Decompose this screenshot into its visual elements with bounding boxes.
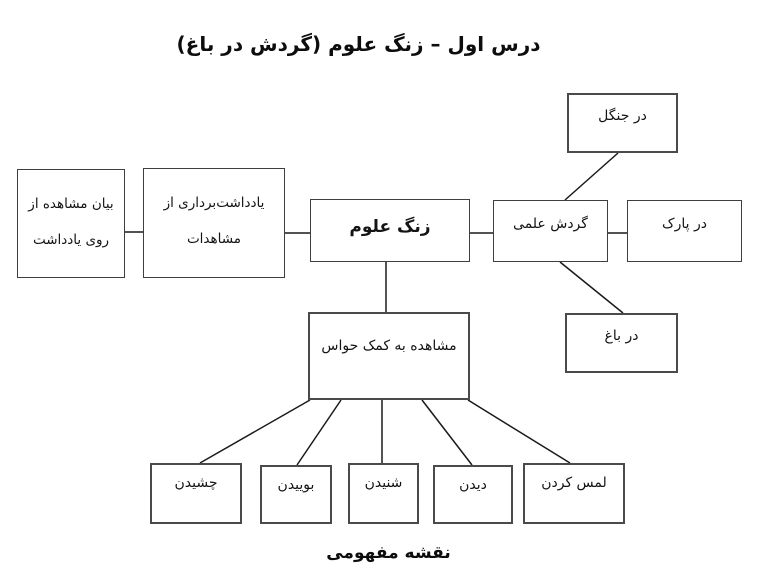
node-science-class: [310, 199, 470, 262]
node-hearing: [348, 463, 419, 524]
edge-senses-seeing: [422, 400, 472, 465]
node-science-class-label: زنگ علوم: [349, 217, 431, 237]
edge-senses-smelling: [297, 400, 341, 465]
node-seeing-label: دیدن: [459, 477, 487, 493]
edge-excursion-garden: [560, 262, 623, 313]
node-in-garden: [565, 313, 678, 373]
page-title: درس اول – زنگ علوم (گردش در باغ): [176, 32, 541, 56]
node-smelling: [260, 465, 332, 524]
node-observation-with-senses-label: مشاهده به کمک حواس: [321, 338, 457, 354]
node-touching-label: لمس کردن: [541, 475, 607, 491]
edge-senses-touching: [468, 400, 570, 463]
node-in-park-label: در پارک: [662, 216, 707, 232]
node-in-garden-label: در باغ: [604, 328, 639, 344]
node-scientific-excursion: [493, 200, 608, 262]
node-note-line2: مشاهدات: [186, 231, 242, 247]
node-in-forest: [567, 93, 678, 153]
node-tasting-label: چشیدن: [174, 475, 218, 491]
node-smelling-label: بوییدن: [277, 477, 315, 493]
node-express-observation-from-notes: [17, 169, 125, 278]
node-in-park: [627, 200, 742, 262]
node-observation-with-senses: [308, 312, 470, 400]
edge-senses-tasting: [200, 400, 310, 463]
node-hearing-label: شنیدن: [364, 475, 403, 491]
node-touching: [523, 463, 625, 524]
node-tasting: [150, 463, 242, 524]
edge-forest-excursion: [565, 153, 618, 200]
diagram-caption: نقشه مفهومی: [326, 543, 451, 563]
node-in-forest-label: در جنگل: [598, 108, 647, 124]
node-note-taking-of-observations: [143, 168, 285, 278]
node-seeing: [433, 465, 513, 524]
node-express-line1: بیان مشاهده از: [28, 196, 114, 212]
node-scientific-excursion-label: گردش علمی: [513, 216, 588, 232]
node-express-line2: روی یادداشت: [32, 232, 110, 248]
node-note-line1: یادداشت‌برداری از: [163, 195, 265, 211]
